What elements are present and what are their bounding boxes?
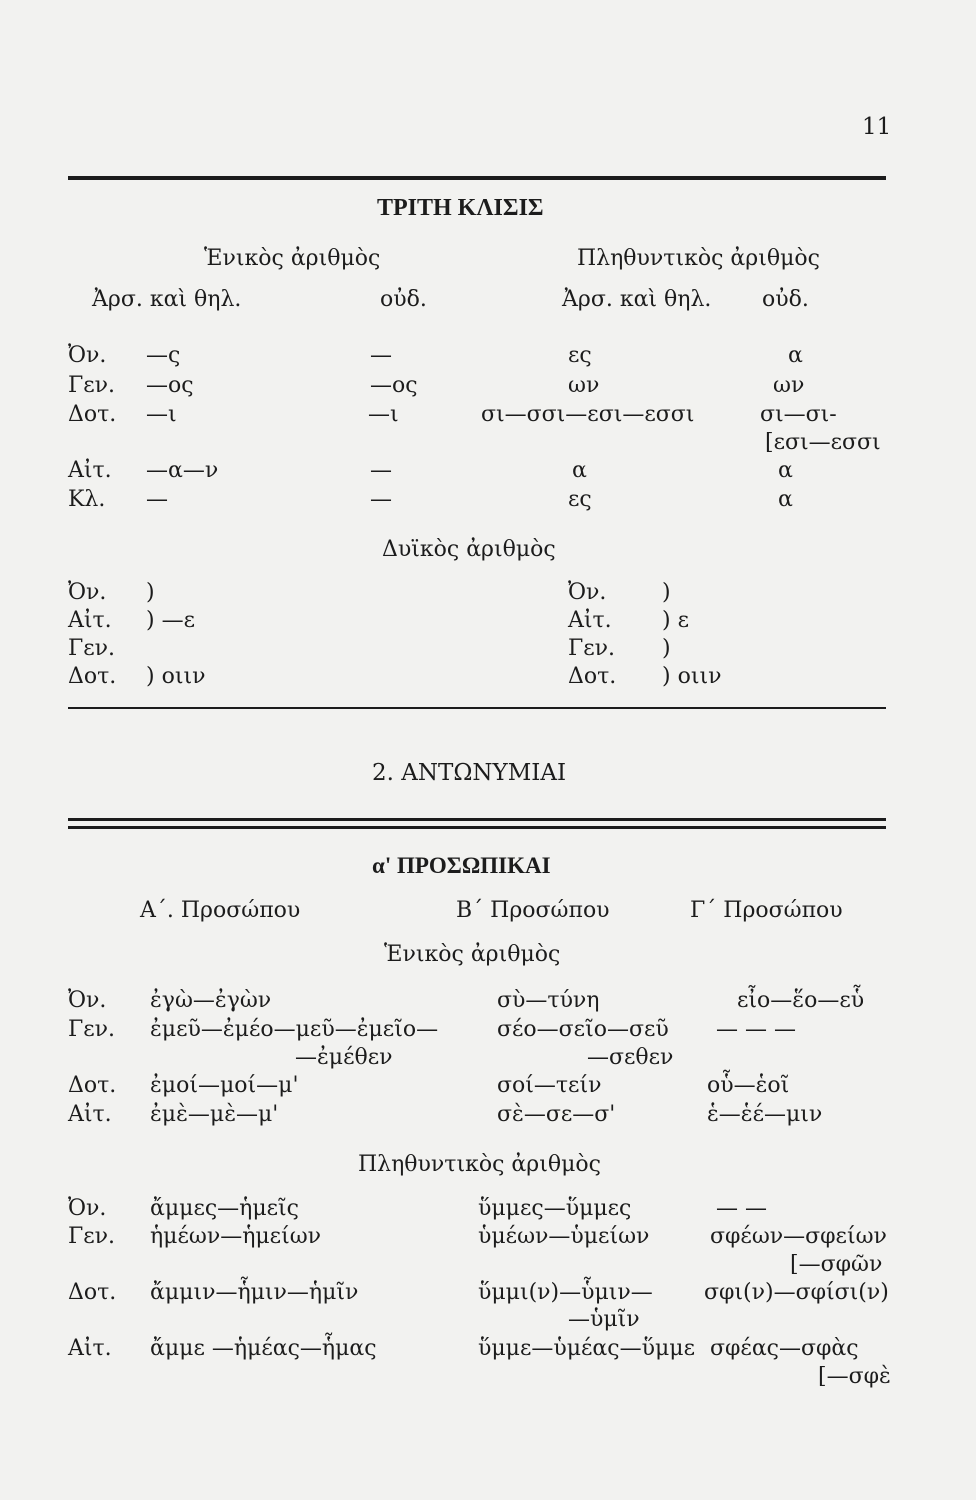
decl-plur-mf-ending: α	[572, 458, 587, 483]
pron-first-person-form: ἡμέων—ἡμείων	[150, 1224, 322, 1249]
dual-ending: )	[662, 580, 671, 605]
pron-second-person-continuation: —ὑμῖν	[568, 1307, 640, 1332]
decl-plur-n-continuation: [εσι—εσσι	[765, 430, 881, 455]
third-declension-title: ΤΡΙΤΗ ΚΛΙΣΙΣ	[377, 195, 544, 221]
pron-case-label: Ὀν.	[68, 1196, 107, 1221]
pron-third-person-form: σφι(ν)—σφίσι(ν)	[704, 1280, 889, 1305]
pron-third-person-continuation: [—σφῶν	[790, 1252, 883, 1277]
pron-case-label: Δοτ.	[68, 1280, 117, 1305]
pron-third-person-form: — — —	[716, 1017, 796, 1042]
pron-second-person-form: σέο—σεῖο—σεῦ	[497, 1017, 669, 1042]
dual-case-label: Αἰτ.	[68, 608, 112, 633]
decl-sing-mf-ending: —ς	[146, 343, 181, 368]
dual-ending: ) οιιν	[146, 664, 206, 689]
pron-case-label: Γεν.	[68, 1017, 116, 1042]
pron-third-person-form: — —	[716, 1196, 767, 1221]
dual-case-label: Ὀν.	[568, 580, 607, 605]
pron-second-person-form: σὺ—τύνη	[497, 988, 600, 1013]
dual-case-label: Δοτ.	[68, 664, 117, 689]
top-rule	[68, 176, 886, 180]
pron-second-person-form: σοί—τείν	[497, 1073, 602, 1098]
decl-sing-mf-ending: —	[146, 487, 168, 512]
decl-plur-n-ending: α	[778, 458, 793, 483]
pron-first-person-form: ἄμμες—ἡμεῖς	[150, 1196, 299, 1221]
dual-case-label: Γεν.	[568, 636, 616, 661]
pron-second-person-form: ὕμμες—ὕμμες	[478, 1196, 632, 1221]
decl-plur-mf-ending: ων	[568, 373, 600, 398]
sing-neuter-label: οὐδ.	[380, 287, 427, 312]
first-person-header: Α΄. Προσώπου	[140, 898, 301, 923]
pron-second-person-form: ὕμμε—ὑμέας—ὕμμε	[478, 1336, 695, 1361]
dual-case-label: Δοτ.	[568, 664, 617, 689]
pron-first-person-form: ἐμοί—μοί—μ'	[150, 1073, 299, 1098]
pron-plural-header: Πληθυντικὸς ἀριθμὸς	[358, 1152, 601, 1177]
decl-case-label: Ὀν.	[68, 343, 107, 368]
plur-masc-fem-label: Ἀρσ. καὶ θηλ.	[562, 287, 712, 312]
decl-case-label: Κλ.	[68, 487, 106, 512]
pron-first-person-form: ἐμὲ—μὲ—μ'	[150, 1102, 279, 1127]
pron-case-label: Αἰτ.	[68, 1102, 112, 1127]
pron-first-person-form: ἐμεῦ—ἐμέο—μεῦ—ἐμεῖο—	[150, 1017, 439, 1042]
pron-second-person-form: ὑμέων—ὑμείων	[478, 1224, 650, 1249]
decl-plur-n-ending: ων	[773, 373, 805, 398]
third-person-header: Γ΄ Προσώπου	[690, 898, 843, 923]
decl-sing-n-ending: —ος	[370, 373, 418, 398]
pron-case-label: Ὀν.	[68, 988, 107, 1013]
pron-first-person-continuation: —ἐμέθεν	[295, 1045, 393, 1070]
decl-plur-mf-ending: σι—σσι—εσι—εσσι	[481, 402, 695, 427]
decl-sing-n-ending: —	[370, 343, 392, 368]
pron-third-person-form: σφέων—σφείων	[710, 1224, 887, 1249]
dual-header: Δυϊκὸς ἀριθμὸς	[382, 537, 556, 562]
pron-third-person-form: εἶο—ἕο—εὗ	[737, 988, 865, 1013]
pron-first-person-form: ἄμμε —ἡμέας—ἧμας	[150, 1336, 377, 1361]
decl-sing-n-ending: —ι	[368, 402, 399, 427]
decl-case-label: Αἰτ.	[68, 458, 112, 483]
decl-case-label: Γεν.	[68, 373, 116, 398]
pron-first-person-form: ἄμμιν—ἧμιν—ἡμῖν	[150, 1280, 359, 1305]
pron-third-person-form: ἑ—ἑέ—μιν	[707, 1102, 823, 1127]
decl-sing-n-ending: —	[370, 458, 392, 483]
double-rule-bottom	[68, 826, 886, 829]
pron-second-person-form: σὲ—σε—σ'	[497, 1102, 616, 1127]
page-number: 11	[862, 114, 892, 140]
decl-plur-mf-ending: ες	[568, 343, 592, 368]
dual-case-label: Ὀν.	[68, 580, 107, 605]
dual-ending: ) ε	[662, 608, 689, 633]
second-person-header: Β΄ Προσώπου	[456, 898, 610, 923]
decl-plur-n-ending: α	[778, 487, 793, 512]
pron-third-person-continuation: [—σφὲ	[818, 1364, 891, 1389]
decl-plur-n-ending: α	[788, 343, 803, 368]
decl-sing-n-ending: —	[370, 487, 392, 512]
decl-case-label: Δοτ.	[68, 402, 117, 427]
dual-case-label: Γεν.	[68, 636, 116, 661]
pronouns-title: 2. ΑΝΤΩΝΥΜΙΑΙ	[372, 760, 567, 786]
decl-sing-mf-ending: —ι	[146, 402, 177, 427]
double-rule-top	[68, 818, 886, 821]
dual-ending: )	[146, 580, 155, 605]
decl-sing-mf-ending: —α—ν	[146, 458, 219, 483]
dual-ending: ) οιιν	[662, 664, 722, 689]
pron-case-label: Γεν.	[68, 1224, 116, 1249]
pron-case-label: Αἰτ.	[68, 1336, 112, 1361]
pron-singular-header: Ἑνικὸς ἀριθμὸς	[384, 942, 561, 967]
decl-plur-n-ending: σι—σι-	[760, 402, 837, 427]
pron-second-person-form: ὕμμι(ν)—ὗμιν—	[478, 1280, 653, 1305]
section-divider	[68, 707, 886, 709]
plur-neuter-label: οὐδ.	[762, 287, 809, 312]
dual-ending: ) —ε	[146, 608, 195, 633]
pron-third-person-form: οὗ—ἑοῖ	[707, 1073, 790, 1098]
pron-case-label: Δοτ.	[68, 1073, 117, 1098]
pron-second-person-continuation: —σεθεν	[587, 1045, 674, 1070]
singular-header: Ἑνικὸς ἀριθμὸς	[204, 246, 381, 271]
decl-plur-mf-ending: ες	[568, 487, 592, 512]
plural-header: Πληθυντικὸς ἀριθμὸς	[577, 246, 820, 271]
sing-masc-fem-label: Ἀρσ. καὶ θηλ.	[92, 287, 242, 312]
dual-case-label: Αἰτ.	[568, 608, 612, 633]
pron-first-person-form: ἐγὼ—ἐγὼν	[150, 988, 272, 1013]
pron-third-person-form: σφέας—σφὰς	[710, 1336, 859, 1361]
personal-pronouns-title: α' ΠΡΟΣΩΠΙΚΑΙ	[372, 853, 551, 878]
decl-sing-mf-ending: —ος	[146, 373, 194, 398]
dual-ending: )	[662, 636, 671, 661]
